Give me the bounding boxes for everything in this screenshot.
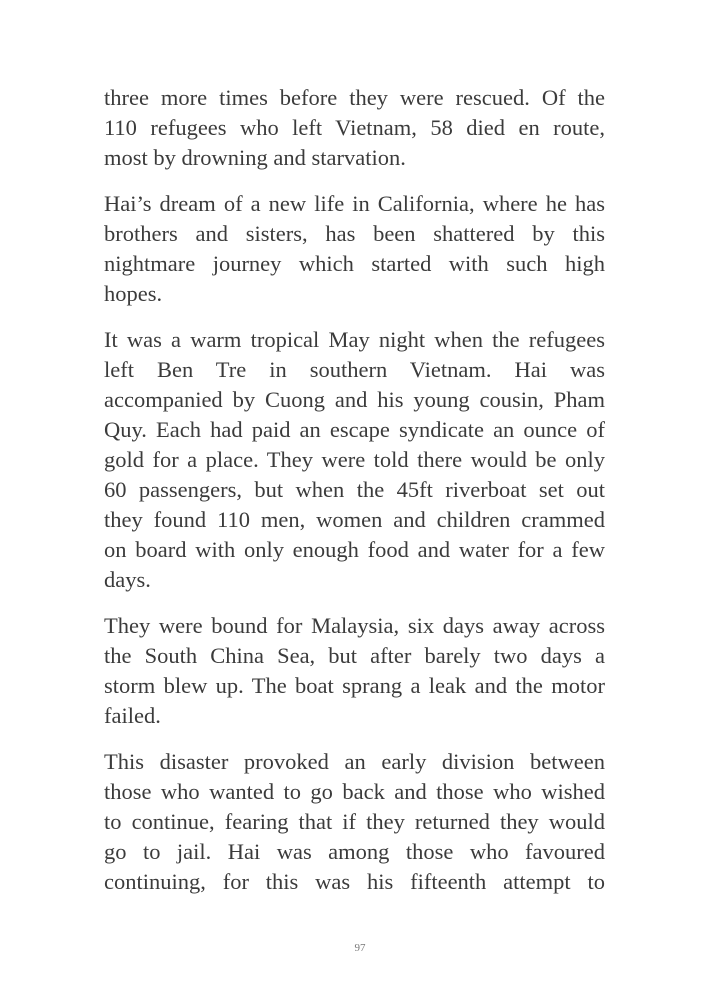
- text-line: failed.: [104, 703, 161, 728]
- paragraph: [104, 189, 605, 309]
- text-line: go to jail. Hai was among those who favoured: [104, 839, 605, 864]
- text-line: Hai’s dream of a new life in California, where he has: [104, 191, 605, 216]
- text-line: Quy. Each had paid an escape syndicate an ounce of: [104, 417, 605, 442]
- text-line: This disaster provoked an early division between: [104, 749, 605, 774]
- text-line: 60 passengers, but when the 45ft riverboat set out: [104, 477, 605, 502]
- text-line: brothers and sisters, has been shattered by this: [104, 221, 605, 246]
- paragraph: [104, 611, 605, 731]
- page-number: 97: [354, 942, 366, 954]
- paragraph: [104, 83, 605, 173]
- text-line: accompanied by Cuong and his young cousin, Pham: [104, 387, 605, 412]
- text-line: storm blew up. The boat sprang a leak and the motor: [104, 673, 605, 698]
- text-line: the South China Sea, but after barely two days a: [104, 643, 605, 668]
- paragraph: [104, 747, 605, 897]
- text-line: gold for a place. They were told there would be only: [104, 447, 605, 472]
- text-line: continuing, for this was his fifteenth attempt to: [104, 869, 605, 894]
- text-line: They were bound for Malaysia, six days away across: [104, 613, 605, 638]
- text-line: most by drowning and starvation.: [104, 145, 406, 170]
- text-line: It was a warm tropical May night when the refugees: [104, 327, 605, 352]
- text-line: those who wanted to go back and those who wished: [104, 779, 605, 804]
- text-line: three more times before they were rescued. Of the: [104, 85, 605, 110]
- page-body: [104, 83, 605, 913]
- text-line: to continue, fearing that if they returned they would: [104, 809, 605, 834]
- text-line: days.: [104, 567, 151, 592]
- text-line: left Ben Tre in southern Vietnam. Hai was: [104, 357, 605, 382]
- text-line: nightmare journey which started with such high: [104, 251, 605, 276]
- paragraph: [104, 325, 605, 595]
- text-line: they found 110 men, women and children crammed: [104, 507, 605, 532]
- text-line: 110 refugees who left Vietnam, 58 died en route,: [104, 115, 605, 140]
- text-line: on board with only enough food and water for a few: [104, 537, 605, 562]
- text-line: hopes.: [104, 281, 163, 306]
